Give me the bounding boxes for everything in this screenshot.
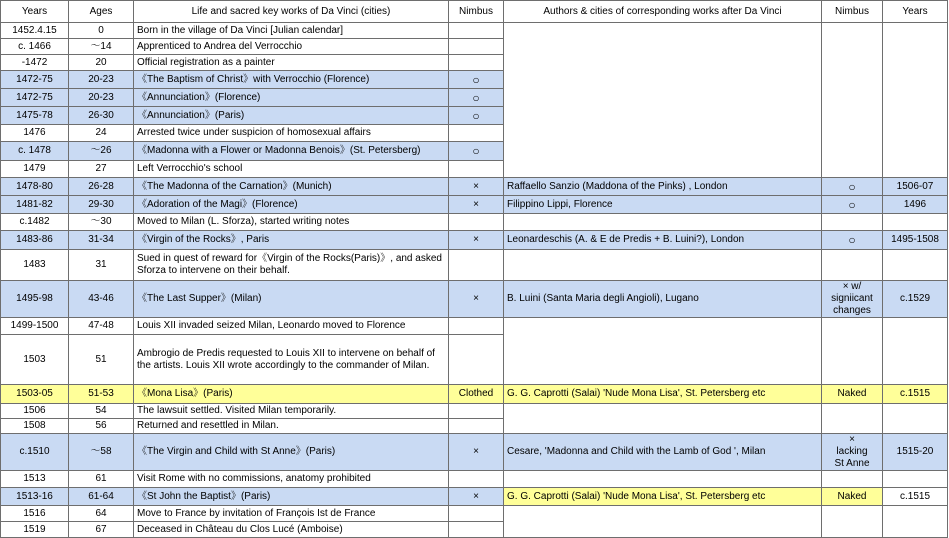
age-cell: 43-46 — [69, 281, 134, 318]
after-nimbus-line: × — [849, 434, 855, 445]
nimbus-cell — [449, 214, 504, 231]
after-nimbus-line: changes — [833, 305, 871, 316]
nimbus-cell: × — [449, 281, 504, 318]
event-cell: 《Mona Lisa》(Paris) — [134, 385, 449, 404]
after-author-cell: B. Luini (Santa Maria degli Angioli), Lugano — [504, 281, 822, 318]
header-nimbus: Nimbus — [449, 1, 504, 23]
event-cell: Left Verrocchio's school — [134, 161, 449, 178]
event-cell: The lawsuit settled. Visited Milan temporarily. — [134, 404, 449, 419]
header-ages: Ages — [69, 1, 134, 23]
table-row — [1, 318, 948, 335]
age-cell: 51-53 — [69, 385, 134, 404]
after-empty-cell — [822, 318, 883, 385]
header-row — [1, 1, 948, 23]
age-cell: 20-23 — [69, 89, 134, 107]
age-cell: 20 — [69, 55, 134, 71]
after-empty-cell — [504, 318, 822, 385]
nimbus-cell: ○ — [449, 89, 504, 107]
after-empty-cell — [504, 506, 822, 538]
table-row — [1, 214, 948, 231]
event-cell: 《Annunciation》(Paris) — [134, 107, 449, 125]
nimbus-cell — [449, 161, 504, 178]
nimbus-cell: Clothed — [449, 385, 504, 404]
after-author-cell: Leonardeschis (A. & E de Predis + B. Luini?), London — [504, 231, 822, 250]
after-empty-cell — [822, 404, 883, 434]
event-cell: 《The Madonna of the Carnation》(Munich) — [134, 178, 449, 196]
age-cell: 67 — [69, 522, 134, 538]
age-cell: 27 — [69, 161, 134, 178]
after-nimbus-cell: Naked — [822, 385, 883, 404]
after-empty-cell — [883, 404, 948, 434]
nimbus-cell — [449, 522, 504, 538]
after-year-cell: c.1515 — [883, 488, 948, 506]
age-cell: 29-30 — [69, 196, 134, 214]
after-empty-cell — [822, 214, 883, 231]
age-cell: 31 — [69, 250, 134, 281]
year-cell: 1475-78 — [1, 107, 69, 125]
event-cell: 《Virgin of the Rocks》, Paris — [134, 231, 449, 250]
event-cell: Ambrogio de Predis requested to Louis XII to intervene on behalf of the artists. Louis XII wrote accordingly to the commander of Milan. — [134, 335, 449, 385]
age-cell: 51 — [69, 335, 134, 385]
after-author-cell: G. G. Caprotti (Salai) 'Nude Mona Lisa', St. Petersberg etc — [504, 488, 822, 506]
after-author-cell: Raffaello Sanzio (Maddona of the Pinks) , London — [504, 178, 822, 196]
event-cell: Returned and resettled in Milan. — [134, 419, 449, 434]
event-cell: 《St John the Baptist》(Paris) — [134, 488, 449, 506]
age-cell: ～14 — [69, 39, 134, 55]
after-empty-cell — [822, 23, 883, 178]
table-row — [1, 281, 948, 318]
nimbus-cell — [449, 335, 504, 385]
year-cell: c. 1466 — [1, 39, 69, 55]
year-cell: c.1510 — [1, 434, 69, 471]
year-cell: 1503-05 — [1, 385, 69, 404]
after-empty-cell — [883, 471, 948, 488]
table-row — [1, 404, 948, 419]
year-cell: 1472-75 — [1, 71, 69, 89]
nimbus-cell: × — [449, 488, 504, 506]
year-cell: 1476 — [1, 125, 69, 142]
age-cell: 26-30 — [69, 107, 134, 125]
table-row — [1, 250, 948, 281]
age-cell: 47-48 — [69, 318, 134, 335]
year-cell: 1495-98 — [1, 281, 69, 318]
after-empty-cell — [822, 506, 883, 538]
nimbus-cell — [449, 55, 504, 71]
nimbus-cell: × — [449, 196, 504, 214]
event-cell: Arrested twice under suspicion of homosexual affairs — [134, 125, 449, 142]
year-cell: 1506 — [1, 404, 69, 419]
after-author-cell: G. G. Caprotti (Salai) 'Nude Mona Lisa', St. Petersberg etc — [504, 385, 822, 404]
event-cell: Sued in quest of reward for《Virgin of the Rocks(Paris)》, and asked Sforza to intervene on their behalf. — [134, 250, 449, 281]
nimbus-cell — [449, 419, 504, 434]
year-cell: c. 1478 — [1, 142, 69, 161]
age-cell: ～26 — [69, 142, 134, 161]
after-year-cell: 1515-20 — [883, 434, 948, 471]
nimbus-cell — [449, 318, 504, 335]
table-row — [1, 385, 948, 404]
year-cell: 1516 — [1, 506, 69, 522]
after-nimbus-cell: ○ — [822, 196, 883, 214]
year-cell: 1472-75 — [1, 89, 69, 107]
after-year-cell: 1496 — [883, 196, 948, 214]
after-empty-cell — [504, 23, 822, 178]
after-empty-cell — [504, 250, 822, 281]
after-empty-cell — [883, 506, 948, 538]
header-years-after: Years — [883, 1, 948, 23]
age-cell: 64 — [69, 506, 134, 522]
after-empty-cell — [504, 214, 822, 231]
after-empty-cell — [504, 404, 822, 434]
header-authors: Authors & cities of corresponding works after Da Vinci — [504, 1, 822, 23]
nimbus-cell: × — [449, 178, 504, 196]
age-cell: 31-34 — [69, 231, 134, 250]
after-year-cell: c.1515 — [883, 385, 948, 404]
age-cell: 54 — [69, 404, 134, 419]
nimbus-cell — [449, 250, 504, 281]
after-nimbus-cell — [822, 434, 883, 471]
year-cell: 1503 — [1, 335, 69, 385]
event-cell: Moved to Milan (L. Sforza), started writing notes — [134, 214, 449, 231]
age-cell: 61 — [69, 471, 134, 488]
nimbus-cell: ○ — [449, 142, 504, 161]
year-cell: c.1482 — [1, 214, 69, 231]
after-empty-cell — [883, 214, 948, 231]
year-cell: 1499-1500 — [1, 318, 69, 335]
nimbus-cell: × — [449, 434, 504, 471]
header-years: Years — [1, 1, 69, 23]
after-year-cell: 1506-07 — [883, 178, 948, 196]
after-nimbus-cell — [822, 281, 883, 318]
year-cell: 1513-16 — [1, 488, 69, 506]
age-cell: 24 — [69, 125, 134, 142]
header-nimbus-after: Nimbus — [822, 1, 883, 23]
nimbus-cell: ○ — [449, 71, 504, 89]
age-cell: 20-23 — [69, 71, 134, 89]
after-year-cell: 1495-1508 — [883, 231, 948, 250]
year-cell: 1452.4.15 — [1, 23, 69, 39]
event-cell: 《Annunciation》(Florence) — [134, 89, 449, 107]
year-cell: 1513 — [1, 471, 69, 488]
table-row — [1, 178, 948, 196]
age-cell: 0 — [69, 23, 134, 39]
after-empty-cell — [504, 471, 822, 488]
nimbus-cell: ○ — [449, 107, 504, 125]
table-row — [1, 231, 948, 250]
nimbus-cell — [449, 23, 504, 39]
event-cell: 《The Baptism of Christ》with Verrocchio (Florence) — [134, 71, 449, 89]
after-nimbus-line: St Anne — [834, 458, 870, 469]
nimbus-cell — [449, 471, 504, 488]
after-nimbus-cell: ○ — [822, 178, 883, 196]
event-cell: Born in the village of Da Vinci [Julian calendar] — [134, 23, 449, 39]
age-cell: ～58 — [69, 434, 134, 471]
event-cell: 《The Last Supper》(Milan) — [134, 281, 449, 318]
nimbus-cell — [449, 125, 504, 142]
after-nimbus-line: signiicant — [831, 293, 873, 304]
event-cell: Apprenticed to Andrea del Verrocchio — [134, 39, 449, 55]
table-row — [1, 488, 948, 506]
after-author-cell: Filippino Lippi, Florence — [504, 196, 822, 214]
after-nimbus-cell: Naked — [822, 488, 883, 506]
after-empty-cell — [822, 471, 883, 488]
event-cell: Official registration as a painter — [134, 55, 449, 71]
after-nimbus-cell: ○ — [822, 231, 883, 250]
event-cell: 《Adoration of the Magi》(Florence) — [134, 196, 449, 214]
table-row — [1, 506, 948, 522]
event-cell: 《The Virgin and Child with St Anne》(Paris) — [134, 434, 449, 471]
after-empty-cell — [822, 250, 883, 281]
year-cell: 1478-80 — [1, 178, 69, 196]
after-empty-cell — [883, 318, 948, 385]
year-cell: 1479 — [1, 161, 69, 178]
after-year-cell: c.1529 — [883, 281, 948, 318]
after-author-cell: Cesare, 'Madonna and Child with the Lamb of God ', Milan — [504, 434, 822, 471]
event-cell: Deceased in Château du Clos Lucé (Amboise) — [134, 522, 449, 538]
nimbus-cell — [449, 506, 504, 522]
age-cell: 56 — [69, 419, 134, 434]
table-row — [1, 196, 948, 214]
event-cell: 《Madonna with a Flower or Madonna Benois》(St. Petersberg) — [134, 142, 449, 161]
table-row — [1, 23, 948, 39]
table-row — [1, 434, 948, 471]
table-row — [1, 471, 948, 488]
nimbus-cell — [449, 404, 504, 419]
after-empty-cell — [883, 250, 948, 281]
event-cell: Louis XII invaded seized Milan, Leonardo moved to Florence — [134, 318, 449, 335]
nimbus-cell: × — [449, 231, 504, 250]
after-empty-cell — [883, 23, 948, 178]
nimbus-cell — [449, 39, 504, 55]
after-nimbus-line: × w/ — [842, 281, 862, 292]
year-cell: -1472 — [1, 55, 69, 71]
age-cell: 61-64 — [69, 488, 134, 506]
header-life: Life and sacred key works of Da Vinci (cities) — [134, 1, 449, 23]
year-cell: 1483 — [1, 250, 69, 281]
event-cell: Visit Rome with no commissions, anatomy prohibited — [134, 471, 449, 488]
year-cell: 1481-82 — [1, 196, 69, 214]
after-nimbus-line: lacking — [836, 446, 868, 457]
age-cell: ～30 — [69, 214, 134, 231]
year-cell: 1519 — [1, 522, 69, 538]
year-cell: 1508 — [1, 419, 69, 434]
age-cell: 26-28 — [69, 178, 134, 196]
year-cell: 1483-86 — [1, 231, 69, 250]
event-cell: Move to France by invitation of François Ist de France — [134, 506, 449, 522]
